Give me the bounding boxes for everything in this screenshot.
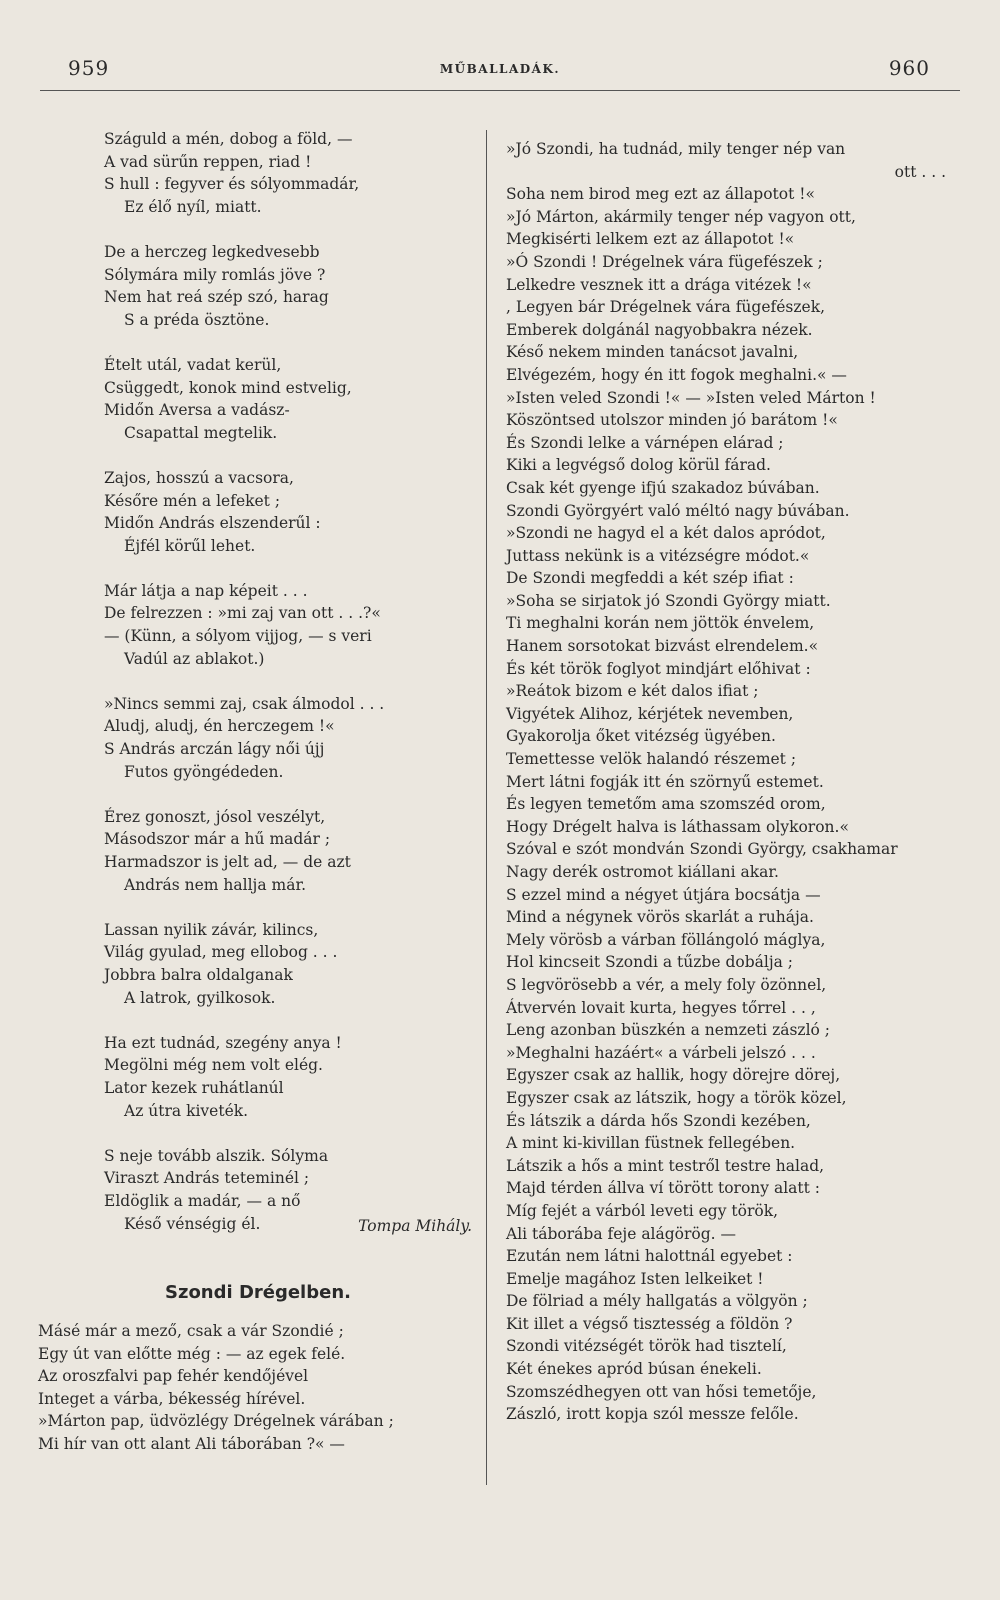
verse-line: András nem hallja már. <box>124 875 307 894</box>
verse-line: És két török foglyot mindjárt előhivat : <box>506 659 811 678</box>
verse-line: »Jó Szondi, ha tudnád, mily tenger nép van <box>506 140 846 158</box>
verse-line: Hol kincseit Szondi a tűzbe dobálja ; <box>506 953 794 972</box>
verse-line: És legyen temetőm ama szomszéd orom, <box>506 795 826 814</box>
verse-line: Már látja a nap képeit . . . <box>104 581 308 600</box>
verse-line: Másé már a mező, csak a vár Szondié ; <box>38 1322 344 1340</box>
column-divider <box>486 130 487 1485</box>
stanza <box>104 580 474 670</box>
verse-line: Elvégezém, hogy én itt fogok meghalni.« — <box>506 365 847 384</box>
verse-line: Ételt utál, vadat kerül, <box>104 355 282 374</box>
verse-line: Hogy Drégelt halva is láthassam olykoron.« <box>506 817 849 836</box>
verse-line: Ha ezt tudnád, szegény anya ! <box>104 1033 342 1052</box>
verse-line: Mely vörösb a várban föllángoló máglya, <box>506 930 826 949</box>
verse-line: Csak két gyenge ifjú szakadoz búvában. <box>506 478 820 497</box>
verse-line: Mi hír van ott alant Ali táborában ?« — <box>38 1434 345 1453</box>
verse-line: »Reátok bizom e két dalos ifiat ; <box>506 682 759 701</box>
verse-line: ott . . . <box>894 162 946 181</box>
verse-line: Késő nekem minden tanácsot javalni, <box>506 343 799 362</box>
verse-line: Viraszt András teteminél ; <box>104 1169 310 1188</box>
verse-line: Köszöntsed utolszor minden jó barátom !« <box>506 411 838 430</box>
verse-line: Ez élő nyíl, miatt. <box>124 197 262 216</box>
verse-line: Jobbra balra oldalganak <box>104 965 293 984</box>
verse-line: Átvervén lovait kurta, hegyes tőrrel . . , <box>506 998 816 1017</box>
verse-line: Kiki a legvégső dolog körül fárad. <box>506 456 771 475</box>
verse-line: S a préda ösztöne. <box>124 310 270 329</box>
verse-line: A vad sürűn reppen, riad ! <box>104 152 312 171</box>
verse-line: Szóval e szót mondván Szondi György, csakhamar <box>506 840 898 859</box>
verse-line: Ti meghalni korán nem jöttök énvelem, <box>506 614 815 633</box>
verse-line: Temettesse velök halandó részemet ; <box>506 750 797 769</box>
verse-line: Csüggedt, konok mind estvelig, <box>104 378 352 397</box>
verse-line: Két énekes apród búsan énekeli. <box>506 1360 762 1379</box>
verse-line: »Márton pap, üdvözlégy Drégelnek várában ; <box>38 1412 394 1431</box>
verse-line: — (Künn, a sólyom vijjog, — s veri <box>104 627 372 646</box>
verse-line: Éjfél körűl lehet. <box>124 536 256 555</box>
verse-line: A mint ki-kivillan füstnek fellegében. <box>506 1134 796 1153</box>
verse-line: Emelje magához Isten lelkeiket ! <box>506 1269 764 1288</box>
verse-line: , Legyen bár Drégelnek vára fügefészek, <box>506 298 826 317</box>
verse-line: »Meghalni hazáért« a várbeli jelszó . . . <box>506 1043 816 1062</box>
left-poem-column <box>104 128 474 1258</box>
verse-line: Sólymára mily romlás jöve ? <box>104 265 326 284</box>
verse-line: Lator kezek ruhátlanúl <box>104 1078 284 1097</box>
verse-line: Míg fejét a várból leveti egy török, <box>506 1201 779 1220</box>
verse-line: Gyakorolja őket vitézség ügyében. <box>506 727 776 746</box>
verse-line: Leng azonban büszkén a nemzeti zászló ; <box>506 1021 831 1040</box>
verse-line: Zajos, hosszú a vacsora, <box>104 468 294 487</box>
verse-line: Mind a négynek vörös skarlát a ruhája. <box>506 908 814 927</box>
running-title: MŰBALLADÁK. <box>439 62 561 76</box>
verse-line: Egy út van előtte még : — az egek felé. <box>38 1344 346 1363</box>
verse-line: Látszik a hős a mint testről testre halad, <box>506 1156 825 1175</box>
verse-line: Lassan nyilik závár, kilincs, <box>104 920 319 939</box>
verse-line: De a herczeg legkedvesebb <box>104 242 320 261</box>
poem-author: Tompa Mihály. <box>358 1217 472 1235</box>
verse-line: Futos gyöngédeden. <box>124 762 284 781</box>
verse-line: S hull : fegyver és sólyommadár, <box>104 175 360 194</box>
verse-line: Eldöglik a madár, — a nő <box>104 1191 301 1210</box>
verse-line: »Ó Szondi ! Drégelnek vára fügefészek ; <box>506 252 823 271</box>
stanza <box>104 241 474 331</box>
verse-line: Vadúl az ablakot.) <box>124 649 265 668</box>
verse-line: Késő vénségig él. <box>124 1214 261 1233</box>
verse-line: Nagy derék ostromot kiállani akar. <box>506 863 779 881</box>
verse-line: »Nincs semmi zaj, csak álmodol . . . <box>104 694 385 713</box>
stanza <box>104 354 474 444</box>
verse-line: Megölni még nem volt elég. <box>104 1056 323 1075</box>
verse-line: Szondi Györgyért való méltó nagy búvában. <box>506 501 850 520</box>
stanza <box>104 806 474 896</box>
verse-line: »Jó Márton, akármily tenger nép vagyon ott, <box>506 207 856 226</box>
verse-line: És Szondi lelke a várnépen elárad ; <box>506 433 784 452</box>
verse-line: Nem hat reá szép szó, harag <box>104 288 329 307</box>
verse-line: Csapattal megtelik. <box>124 423 278 442</box>
verse-line: Midőn András elszenderűl : <box>104 514 321 533</box>
verse-line: Kit illet a végső tisztesség a földön ? <box>506 1314 793 1333</box>
verse-line: Soha nem birod meg ezt az állapotot !« <box>506 185 815 204</box>
verse-line: Emberek dolgánál nagyobbakra nézek. <box>506 320 813 339</box>
verse-line: Integet a várba, békesség hírével. <box>38 1389 306 1408</box>
verse-line: »Szondi ne hagyd el a két dalos apródot, <box>506 524 826 543</box>
right-poem-column <box>506 138 946 1426</box>
verse-line: Zászló, irott kopja szól messze felőle. <box>506 1405 799 1424</box>
verse-line: Majd térden állva ví törött torony alatt : <box>506 1179 821 1198</box>
poem-title: Szondi Drégelben. <box>165 1282 351 1303</box>
verse-line: S András arczán lágy női újj <box>104 740 325 759</box>
left-bottom-verses <box>38 1320 483 1456</box>
verse-line: A latrok, gyilkosok. <box>124 988 276 1007</box>
verse-line: Vigyétek Alihoz, kérjétek nevemben, <box>506 704 794 723</box>
verse-line: Későre mén a lefeket ; <box>104 491 281 510</box>
verse-line: De fölriad a mély hallgatás a völgyön ; <box>506 1292 808 1311</box>
verse-line: Aludj, aludj, én herczegem !« <box>104 717 335 736</box>
header-rule <box>40 90 960 91</box>
verse-line: Világ gyulad, meg ellobog . . . <box>104 943 338 962</box>
stanza <box>104 1032 474 1122</box>
verse-line: Midőn Aversa a vadász- <box>104 401 290 420</box>
verse-line: S legvörösebb a vér, a mely foly özönnel, <box>506 975 827 994</box>
stanza <box>104 919 474 1009</box>
verse-line: »Soha se sirjatok jó Szondi György miatt. <box>506 591 831 610</box>
verse-line: Érez gonoszt, jósol veszélyt, <box>104 807 326 826</box>
stanza <box>104 128 474 218</box>
verse-line: Egyszer csak az hallik, hogy dörejre dörej, <box>506 1066 841 1085</box>
verse-line: »Isten veled Szondi !« — »Isten veled Márton ! <box>506 388 876 407</box>
verse-line: Mert látni fogják itt én szörnyű estemet. <box>506 772 824 791</box>
verse-line: De felrezzen : »mi zaj van ott . . .?« <box>104 604 381 623</box>
verse-line: S ezzel mind a négyet útjára bocsátja — <box>506 885 821 904</box>
verse-line: Ezután nem látni halottnál egyebet : <box>506 1247 793 1266</box>
stanza <box>104 693 474 783</box>
verse-line: Egyszer csak az látszik, hogy a török közel, <box>506 1088 847 1107</box>
verse-line: Az útra kiveték. <box>124 1101 249 1120</box>
verse-line: Hanem sorsotokat bizvást elrendelem.« <box>506 637 819 656</box>
verse-line: Szondi vitézségét török had tisztelí, <box>506 1337 787 1356</box>
verse-line: Az oroszfalvi pap fehér kendőjével <box>38 1367 309 1386</box>
right-page-number: 960 <box>888 56 930 80</box>
verse-line: Szomszédhegyen ott van hősi temetője, <box>506 1382 817 1401</box>
verse-line: Lelkedre vesznek itt a drága vitézek !« <box>506 275 812 294</box>
verse-line: Másodszor már a hű madár ; <box>104 830 331 849</box>
left-page-number: 959 <box>68 56 110 80</box>
verse-line: Száguld a mén, dobog a föld, — <box>104 130 353 148</box>
verse-line: Harmadszor is jelt ad, — de azt <box>104 853 351 871</box>
verse-line: De Szondi megfeddi a két szép ifiat : <box>506 569 794 588</box>
verse-line: És látszik a dárda hős Szondi kezében, <box>506 1111 811 1130</box>
verse-line: Megkisérti lelkem ezt az állapotot !« <box>506 230 795 249</box>
stanza <box>104 467 474 557</box>
verse-line: S neje tovább alszik. Sólyma <box>104 1146 329 1165</box>
verse-line: Ali táborába feje alágörög. — <box>506 1224 737 1243</box>
verse-line: Juttass nekünk is a vitézségre módot.« <box>506 546 810 565</box>
